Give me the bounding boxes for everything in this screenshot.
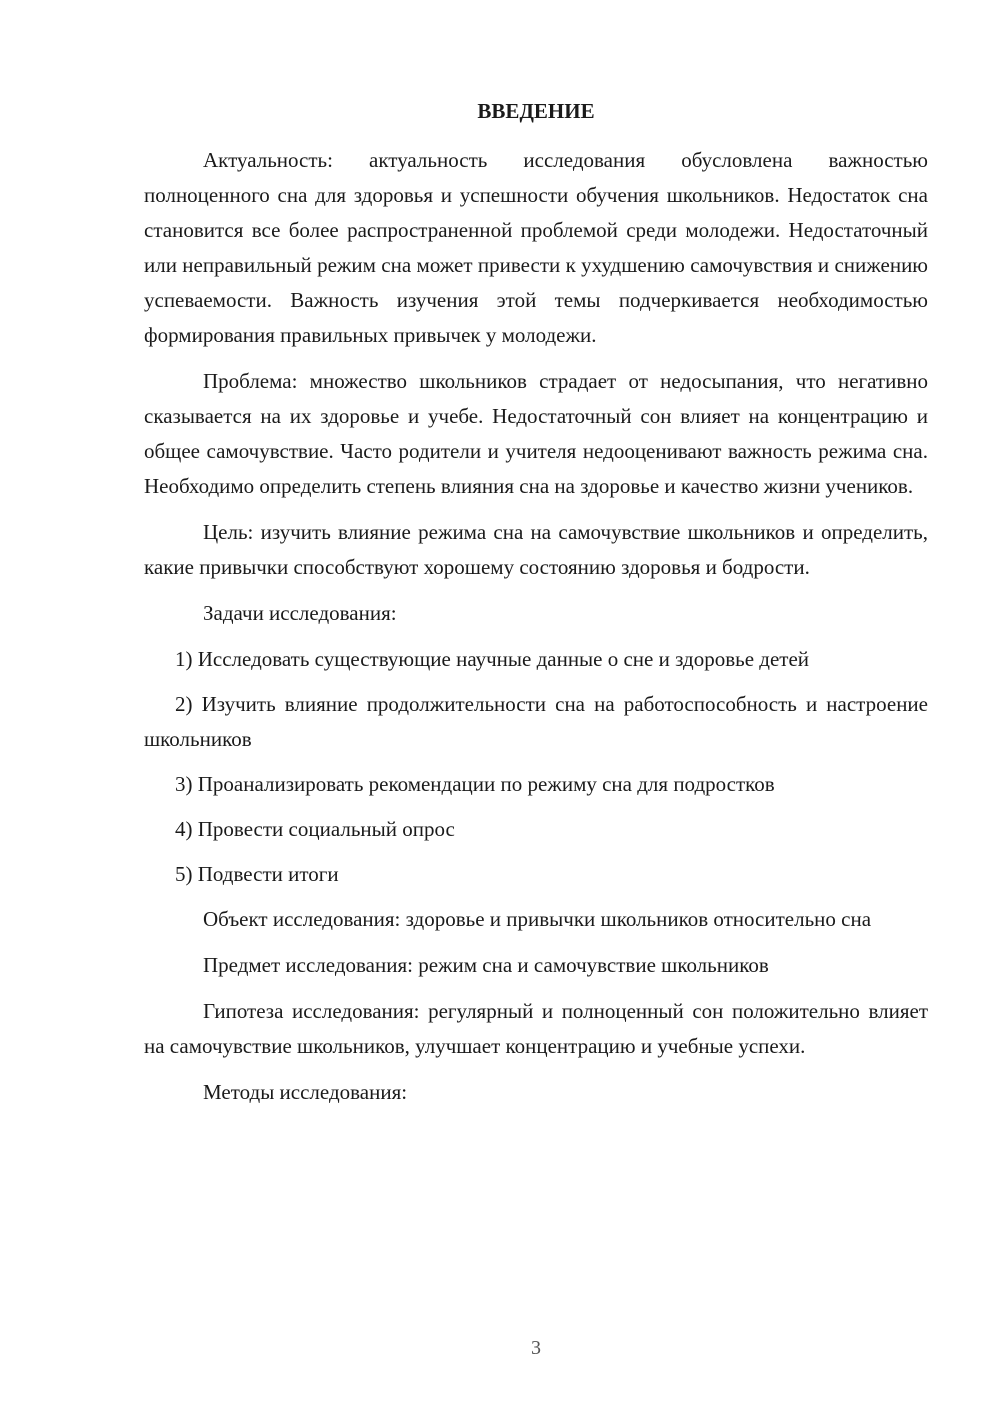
- document-page: [144, 0, 928, 1414]
- paragraph-hypothesis: Гипотеза исследования: регулярный и полноценный сон положительно влияет на самочувствие школьников, улучшает концентрацию и учебные успехи.: [144, 999, 928, 1058]
- page-title: ВВЕДЕНИЕ: [477, 99, 595, 123]
- list-item: 4) Провести социальный опрос: [175, 817, 455, 841]
- paragraph-relevance: Актуальность: актуальность исследования обусловлена важностью полноценного сна для здоровья и успешности обучения школьников. Недостаток сна становится все более распространенной проблемой среди молодежи. Недостаточный или неправильный режим сна может привести к ухудшению самочувствия и снижению успеваемости. Важность изучения этой темы подчеркивается необходимостью формирования правильных привычек у молодежи.: [144, 148, 928, 347]
- paragraph-object: Объект исследования: здоровье и привычки школьников относительно сна: [203, 907, 872, 931]
- document-body: [144, 143, 928, 1121]
- page-number: 3: [531, 1337, 541, 1359]
- task-list: [144, 642, 928, 892]
- paragraph-goal: Цель: изучить влияние режима сна на самочувствие школьников и определить, какие привычки способствуют хорошему состоянию здоровья и бодрости.: [144, 520, 928, 579]
- list-item: 1) Исследовать существующие научные данные о сне и здоровье детей: [175, 647, 810, 671]
- list-item: 2) Изучить влияние продолжительности сна на работоспособность и настроение школьников: [144, 692, 928, 751]
- paragraph-subject: Предмет исследования: режим сна и самочувствие школьников: [203, 953, 769, 977]
- paragraph-tasks-title: Задачи исследования:: [203, 601, 397, 625]
- paragraph-methods-title: Методы исследования:: [203, 1080, 408, 1104]
- list-item: 3) Проанализировать рекомендации по режиму сна для подростков: [175, 772, 775, 796]
- paragraph-problem: Проблема: множество школьников страдает от недосыпания, что негативно сказывается на их здоровье и учебе. Недостаточный сон влияет на концентрацию и общее самочувствие. Часто родители и учителя недооценивают важность режима сна. Необходимо определить степень влияния сна на здоровье и качество жизни учеников.: [144, 369, 928, 498]
- list-item: 5) Подвести итоги: [175, 862, 339, 886]
